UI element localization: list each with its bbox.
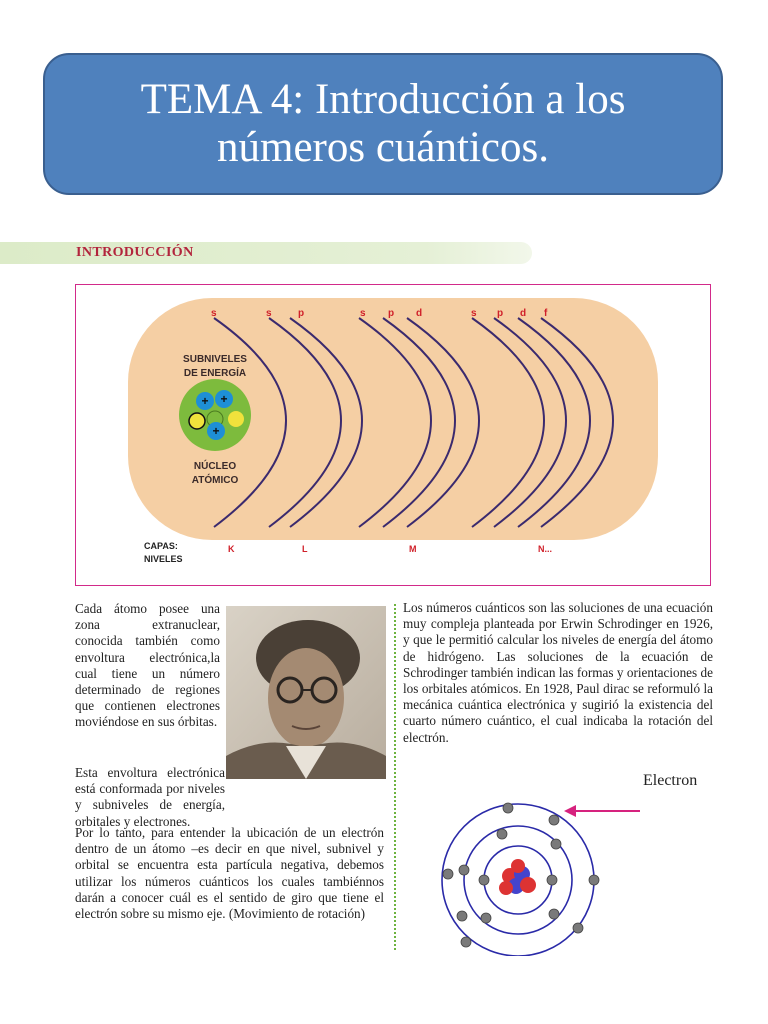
svg-text:+: + — [212, 424, 220, 438]
section-heading: INTRODUCCIÓN — [76, 245, 194, 260]
subshell-label: p — [298, 308, 305, 319]
intro-paragraph-1: Cada átomo posee una zona extranuclear, conocida también como envoltura electrónica,la cual tiene un número determinado de regiones que contienen electrones moviéndose en sus órbitas. — [75, 601, 220, 730]
subshell-label: d — [520, 308, 527, 319]
nucleo-label-2: ATÓMICO — [191, 475, 239, 486]
energy-levels-figure — [75, 284, 711, 586]
intro-paragraph-2: Esta envoltura electrónica está conformada por niveles y subniveles de energía, orbitales y electrones. — [75, 765, 225, 829]
atom-model-figure — [418, 796, 658, 956]
subshell-label: s — [360, 308, 366, 319]
subshell-label: s — [266, 308, 272, 319]
subshell-label: s — [211, 308, 217, 319]
title-line-2: números cuánticos. — [217, 124, 549, 171]
energy-levels-diagram — [76, 285, 712, 587]
subshell-label: p — [497, 308, 504, 319]
atom-nucleus-icon — [499, 859, 536, 895]
subniveles-label-2: DE ENERGÍA — [183, 368, 247, 379]
nucleo-label-1: NÚCLEO — [193, 461, 237, 472]
intro-paragraph-2a — [75, 765, 225, 830]
shell-label: L — [302, 544, 308, 554]
arrow-icon — [564, 805, 640, 817]
subniveles-label-1: SUBNIVELES — [183, 354, 247, 365]
subshell-label: s — [471, 308, 477, 319]
portrait-photo — [226, 606, 386, 779]
subshell-label: d — [416, 308, 423, 319]
svg-text:+: + — [220, 392, 228, 406]
svg-text:+: + — [201, 394, 209, 408]
nucleus-icon — [179, 379, 251, 451]
electron-label: Electron — [643, 772, 698, 789]
intro-paragraph-3: Por lo tanto, para entender la ubicación de un electrón dentro de un átomo –es decir en que nivel, subnivel y orbital se encuentra esta partícula negativa, debemos utilizar los números cuánticos los cuales tambiénnos darán a conocer cuál es el sentido de giro que tiene el electrón sobre su mismo eje. (Movimiento de rotación) — [75, 825, 384, 922]
capas-label-1: CAPAS: — [144, 541, 178, 551]
shell-label: K — [228, 544, 235, 554]
subshell-label: f — [544, 308, 548, 319]
title-line-1: TEMA 4: Introducción a los — [140, 76, 626, 123]
subshell-label: p — [388, 308, 395, 319]
schrodinger-paragraph: Los números cuánticos son las soluciones de una ecuación muy compleja planteada por Erwin Schrodinger en 1926, y que le permitió calcular los niveles de energía del átomo de hidrógeno. Las soluciones de la ecuación de Schrodinger también indican las formas y orientaciones de los orbitales atómicos. En 1928, Paul dirac se reformuló la mecánica cuántica electrónica y sugirió la existencia del cuarto número cuántico, el cual indicaba la rotación del electrón. — [403, 600, 713, 745]
title-banner — [43, 53, 723, 195]
column-divider — [394, 604, 396, 950]
capas-label-2: NIVELES — [144, 554, 183, 564]
shell-label: N... — [538, 544, 553, 554]
shell-label: M — [409, 544, 417, 554]
